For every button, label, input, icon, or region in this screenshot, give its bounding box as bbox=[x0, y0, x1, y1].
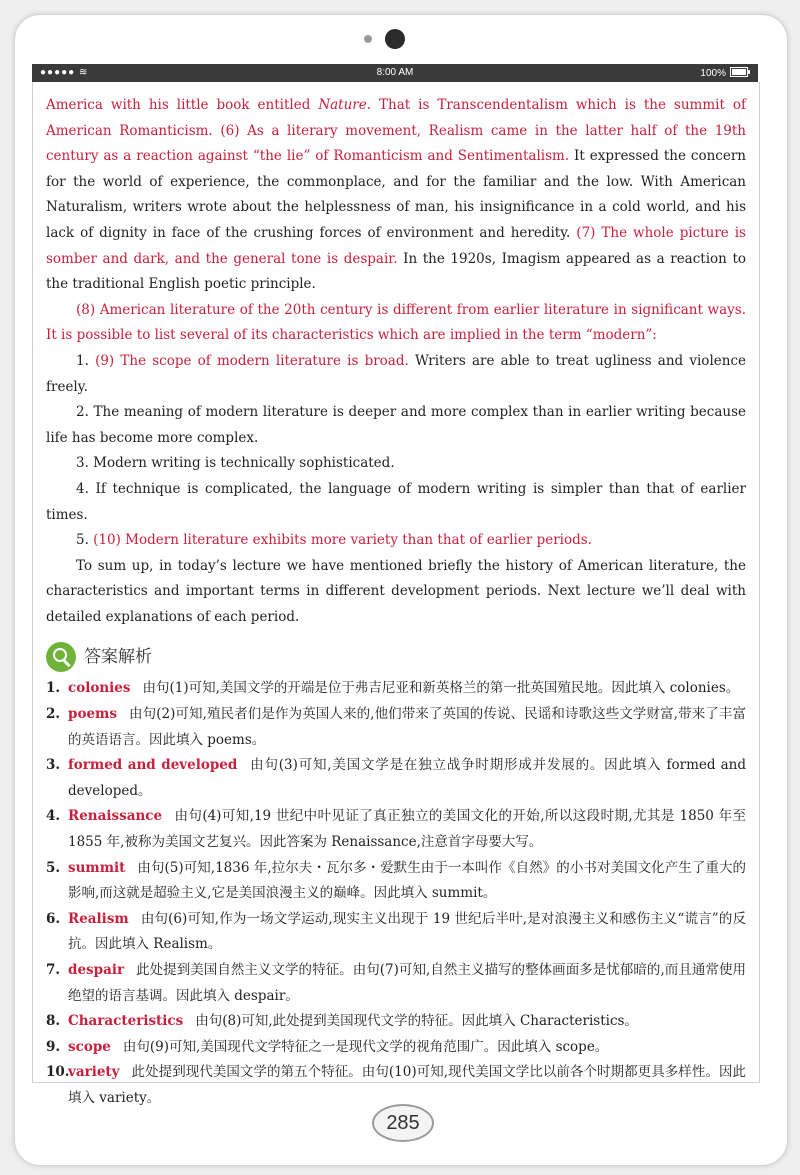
signal-icon: ●●●●● ≋ bbox=[40, 67, 89, 78]
answer-number: 1. bbox=[46, 680, 61, 697]
answer-explanation: 此处提到美国自然主义文学的特征。由句(7)可知,自然主义描写的整体画面多是忧郁暗的,而且通常使用绝望的语言基调。因此填入 despair。 bbox=[68, 962, 746, 1004]
status-bar bbox=[32, 64, 758, 82]
passage-paragraph bbox=[46, 554, 746, 631]
answer-keyword: despair bbox=[68, 962, 125, 978]
answer-item bbox=[46, 702, 746, 753]
answer-item bbox=[46, 753, 746, 804]
answer-number: 8. bbox=[46, 1013, 61, 1030]
answer-item bbox=[46, 676, 746, 702]
answer-explanation: 由句(9)可知,美国现代文学特征之一是现代文学的视角范围广。因此填入 scope。 bbox=[122, 1038, 609, 1055]
list-item bbox=[46, 451, 746, 477]
answer-item bbox=[46, 907, 746, 958]
passage-paragraph bbox=[46, 298, 746, 349]
answer-explanation: 由句(4)可知,19 世纪中叶见证了真正独立的美国文化的开始,所以这段时期,尤其是 1850 年至 1855 年,被称为美国文艺复兴。因此答案为 Renaissance,注意首字母要大写。 bbox=[68, 808, 746, 851]
text-segment: 1. bbox=[76, 352, 96, 369]
answer-item bbox=[46, 1009, 746, 1035]
sensor-dot bbox=[364, 35, 372, 43]
list-item bbox=[46, 477, 746, 528]
answer-body bbox=[68, 958, 746, 1009]
answer-explanation: 由句(6)可知,作为一场文学运动,现实主义出现于 19 世纪后半叶,是对浪漫主义和感伤主义“谎言”的反抗。因此填入 Realism。 bbox=[68, 910, 746, 953]
passage-paragraph bbox=[46, 93, 746, 298]
text-segment: 2. The meaning of modern literature is deeper and more complex than in earlier writing because life has become more complex. bbox=[46, 404, 746, 446]
highlighted-sentence: . That is Transcendentalism which is the summit of American Romanticism. (6) As a literary movement, Realism came in the latter half of the 19th century as a reaction against “the lie” of Romanticism and Sentimentalism. bbox=[46, 97, 746, 165]
answer-body bbox=[68, 753, 746, 804]
text-segment: It expressed the concern for the world of experience, the commonplace, and for the familiar and the low. With American Naturalism, writers wrote about the helplessness of man, his insignificance in a cold world, and his lack of dignity in face of the crushing forces of environment and heredity. bbox=[46, 148, 746, 241]
page-number: 285 bbox=[372, 1104, 434, 1142]
answer-keyword: scope bbox=[68, 1038, 111, 1055]
highlighted-sentence: America with his little book entitled bbox=[46, 97, 319, 113]
list-item bbox=[46, 400, 746, 451]
answer-keyword: Realism bbox=[68, 910, 129, 927]
highlighted-sentence: (9) The scope of modern literature is broad. bbox=[95, 352, 409, 369]
highlighted-sentence: (7) The whole picture is somber and dark, and the general tone is despair. bbox=[46, 224, 746, 267]
clock: 8:00 AM bbox=[376, 67, 414, 78]
answer-body bbox=[68, 907, 746, 958]
answer-explanation: 由句(3)可知,美国文学是在独立战争时期形成并发展的。因此填入 formed and developed。 bbox=[68, 757, 746, 799]
page-content bbox=[46, 93, 746, 1112]
answer-body bbox=[68, 1009, 746, 1035]
answer-keyword: Characteristics bbox=[68, 1013, 184, 1030]
answer-number: 6. bbox=[46, 910, 61, 927]
text-segment: Writers are able to treat ugliness and violence freely. bbox=[46, 352, 746, 395]
text-segment: In the 1920s, Imagism appeared as a reaction to the traditional English poetic principle. bbox=[46, 250, 746, 293]
answer-keyword: formed and developed bbox=[68, 757, 238, 774]
answer-explanation: 由句(8)可知,此处提到美国现代文学的特征。因此填入 Characteristics。 bbox=[195, 1013, 638, 1030]
highlighted-sentence: (10) Modern literature exhibits more variety than that of earlier periods. bbox=[93, 532, 592, 549]
answer-keyword: colonies bbox=[68, 680, 131, 697]
answer-item bbox=[46, 804, 746, 855]
text-segment: 4. If technique is complicated, the language of modern writing is simpler than that of earlier times. bbox=[46, 480, 746, 523]
answer-number: 10. bbox=[46, 1064, 70, 1081]
answer-item bbox=[46, 958, 746, 1009]
list-item bbox=[46, 528, 746, 554]
answer-number: 5. bbox=[46, 859, 61, 876]
answer-body bbox=[68, 1035, 746, 1061]
answer-body bbox=[68, 676, 746, 702]
answer-body bbox=[68, 856, 746, 907]
answer-keyword: Renaissance bbox=[68, 808, 163, 825]
answer-keyword: summit bbox=[68, 859, 126, 876]
text-segment: 5. bbox=[76, 532, 94, 549]
answer-number: 7. bbox=[46, 962, 61, 978]
answer-number: 4. bbox=[46, 808, 61, 825]
battery-icon bbox=[730, 67, 748, 77]
answer-item bbox=[46, 1035, 746, 1061]
characteristics-list bbox=[46, 349, 746, 554]
answer-explanation: 由句(5)可知,1836 年,拉尔夫・瓦尔多・爱默生由于一本叫作《自然》的小书对美国文化产生了重大的影响,而这就是超验主义,它是美国浪漫主义的巅峰。因此填入 summit。 bbox=[68, 859, 746, 902]
highlighted-sentence: (8) American literature of the 20th century is different from earlier literature in significant ways. It is possible to list several of its characteristics which are implied in the term “modern”: bbox=[46, 301, 746, 344]
answer-keyword: poems bbox=[68, 706, 117, 723]
answer-explanation: 此处提到现代美国文学的第五个特征。由句(10)可知,现代美国文学比以前各个时期都更具多样性。因此填入 variety。 bbox=[68, 1064, 746, 1106]
answer-keyword: variety bbox=[68, 1064, 120, 1081]
text-segment: To sum up, in today’s lecture we have mentioned briefly the history of American literature, the characteristics and important terms in different development periods. Next lecture we’ll deal with detailed explanations of each period. bbox=[46, 557, 746, 625]
answer-explanation: 由句(2)可知,殖民者们是作为英国人来的,他们带来了英国的传说、民谣和诗歌这些文学财富,带来了丰富的英语语言。因此填入 poems。 bbox=[68, 706, 746, 748]
answer-number: 9. bbox=[46, 1038, 61, 1055]
camera-dot bbox=[385, 29, 405, 49]
answer-body bbox=[68, 702, 746, 753]
answer-list bbox=[46, 676, 746, 1111]
answer-number: 3. bbox=[46, 757, 61, 774]
analysis-header bbox=[46, 642, 746, 672]
list-item bbox=[46, 349, 746, 400]
answer-explanation: 由句(1)可知,美国文学的开端是位于弗吉尼亚和新英格兰的第一批英国殖民地。因此填入 colonies。 bbox=[142, 680, 740, 697]
magnifier-icon bbox=[46, 642, 76, 672]
analysis-title: 答案解析 bbox=[84, 646, 152, 667]
answer-number: 2. bbox=[46, 706, 61, 723]
answer-body bbox=[68, 804, 746, 855]
battery-indicator: 100% bbox=[700, 67, 748, 79]
text-segment: 3. Modern writing is technically sophisticated. bbox=[76, 455, 395, 472]
answer-item bbox=[46, 856, 746, 907]
highlighted-sentence: Nature bbox=[318, 97, 367, 113]
